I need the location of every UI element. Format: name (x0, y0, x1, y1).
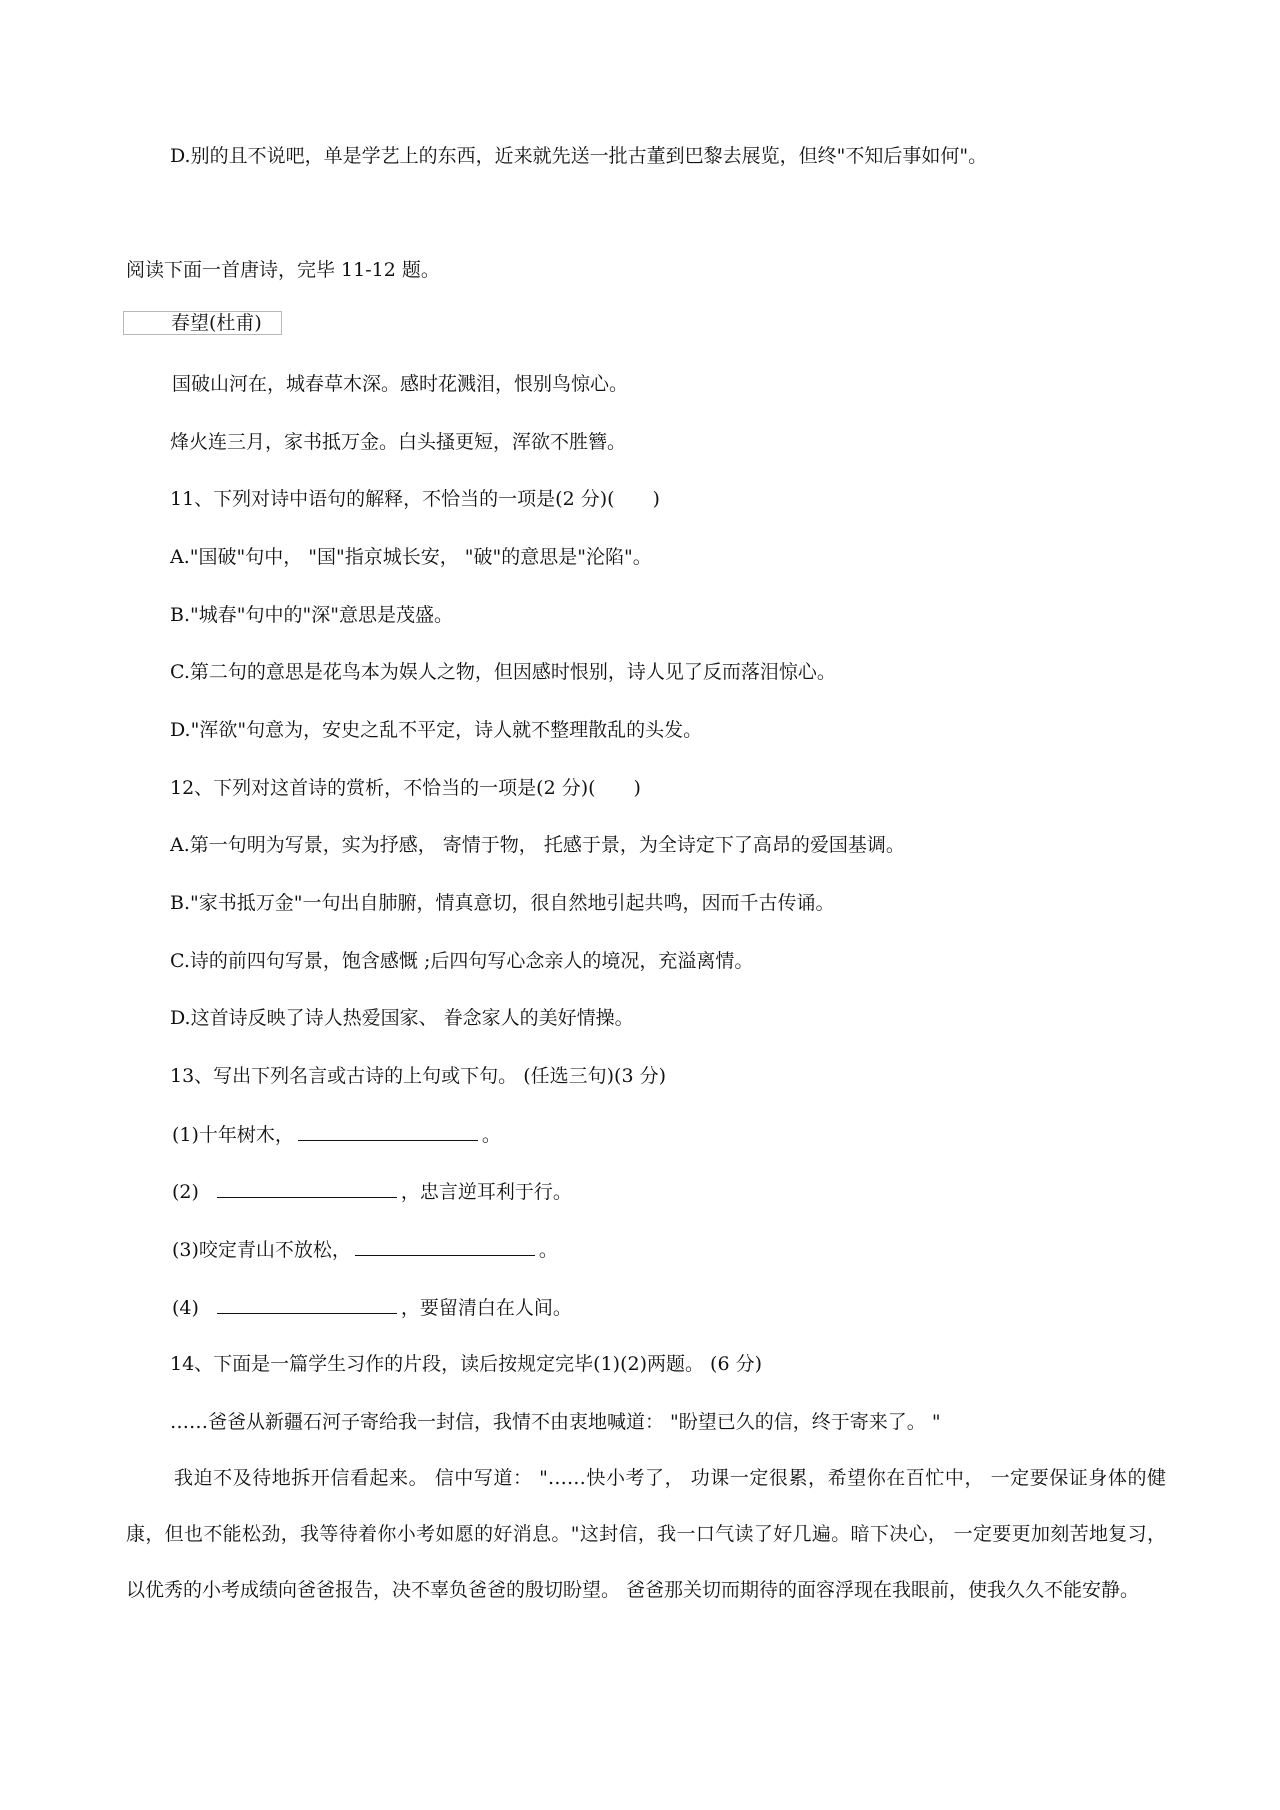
q11-option-d: D."浑欲"句意为，安史之乱不平定，诗人就不整理散乱的头发。 (170, 719, 703, 741)
q11-option-a: A."国破"句中， "国"指京城长安， "破"的意思是"沦陷"。 (170, 546, 652, 568)
q11-stem: 11、下列对诗中语句的解释，不恰当的一项是(2 分)( ) (170, 488, 660, 510)
q13-item-4-post: ，要留清白在人间。 (400, 1297, 572, 1319)
q14-para-1: ……爸爸从新疆石河子寄给我一封信，我情不由衷地喊道： "盼望已久的信，终于寄来了。 " (170, 1411, 941, 1433)
q13-item-1-pre: (1)十年树木， (172, 1124, 294, 1146)
answer-blank[interactable] (217, 1179, 397, 1198)
q12-option-d: D.这首诗反映了诗人热爱国家、 眷念家人的美好情操。 (170, 1007, 634, 1029)
q13-stem: 13、写出下列名言或古诗的上句或下句。 (任选三句)(3 分) (170, 1065, 666, 1087)
q12-stem: 12、下列对这首诗的赏析，不恰当的一项是(2 分)( ) (170, 777, 641, 799)
q13-item-4 (172, 1295, 572, 1320)
q13-item-1 (172, 1122, 501, 1147)
q13-item-4-pre: (4) (172, 1297, 199, 1319)
q13-item-3 (172, 1237, 558, 1262)
q14-para-2: 我迫不及待地拆开信看起来。 信中写道： "……快小考了， 功课一定很累，希望你在百忙中， 一定要保证身体的健康，但也不能松劲，我等待着你小考如愿的好消息。"这封信，我一口气读了好几遍。暗下决心， 一定要更加刻苦地复习，以优秀的小考成绩向爸爸报告，决不辜负爸爸的殷切盼望。 爸爸那关切而期待的面容浮现在我眼前，使我久久不能安静。 (126, 1467, 1166, 1601)
q13-item-1-post: 。 (481, 1124, 501, 1146)
answer-blank[interactable] (217, 1295, 397, 1314)
q13-item-3-pre: (3)咬定青山不放松， (172, 1239, 351, 1261)
prev-option-d: D.别的且不说吧，单是学艺上的东西，近来就先送一批古董到巴黎去展览，但终"不知后事如何"。 (170, 145, 988, 167)
q12-option-b: B."家书抵万金"一句出自肺腑，情真意切，很自然地引起共鸣，因而千古传诵。 (170, 892, 835, 914)
answer-blank[interactable] (355, 1237, 535, 1256)
q12-option-c: C.诗的前四句写景，饱含感慨 ;后四句写心念亲人的境况，充溢离情。 (170, 950, 754, 972)
q13-item-3-post: 。 (538, 1239, 558, 1261)
poem-line-1: 国破山河在，城春草木深。感时花溅泪，恨别鸟惊心。 (172, 373, 629, 395)
poem-title-box (123, 311, 282, 335)
q11-option-c: C.第二句的意思是花鸟本为娱人之物，但因感时恨别，诗人见了反而落泪惊心。 (170, 661, 836, 683)
q11-option-b: B."城春"句中的"深"意思是茂盛。 (170, 604, 453, 626)
section-intro: 阅读下面一首唐诗，完毕 11-12 题。 (126, 259, 440, 281)
q13-item-2 (172, 1179, 572, 1204)
q13-item-2-pre: (2) (172, 1181, 199, 1203)
q13-item-2-post: ，忠言逆耳利于行。 (400, 1181, 572, 1203)
poem-line-2: 烽火连三月，家书抵万金。白头搔更短，浑欲不胜簪。 (170, 431, 627, 453)
poem-title: 春望(杜甫) (171, 312, 262, 334)
q12-option-a: A.第一句明为写景，实为抒感， 寄情于物， 托感于景，为全诗定下了高昂的爱国基调。 (170, 834, 905, 856)
q14-stem: 14、下面是一篇学生习作的片段，读后按规定完毕(1)(2)两题。 (6 分) (170, 1353, 762, 1375)
answer-blank[interactable] (298, 1122, 478, 1141)
